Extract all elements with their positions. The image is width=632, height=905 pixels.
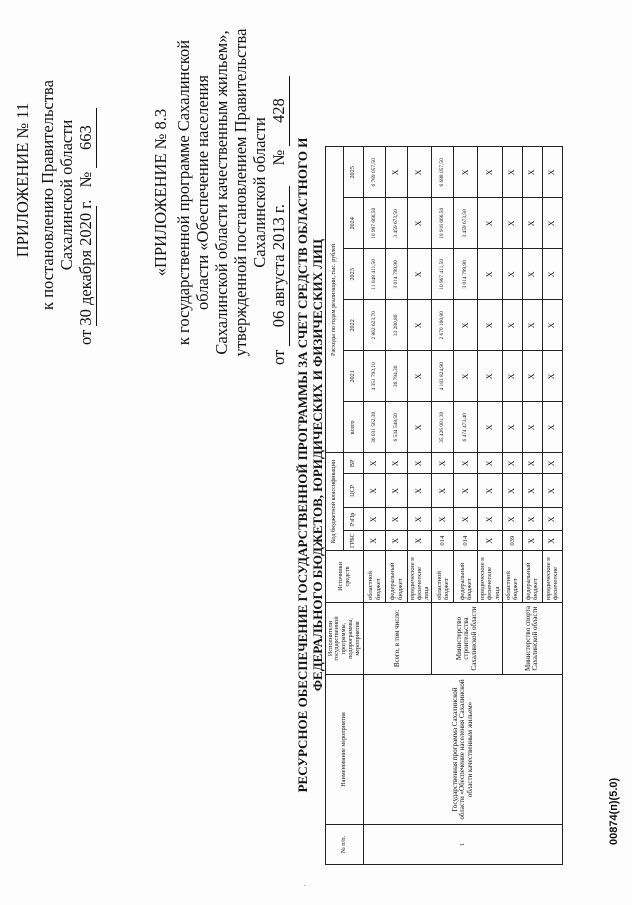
header-code-group: Код бюджетной классификации (326, 453, 344, 551)
source-cell: федеральный бюджет (386, 551, 408, 603)
header-source: Источники средств (326, 551, 364, 603)
grbs-cell: X (364, 531, 386, 551)
total-cell: X (542, 402, 562, 453)
executor-cell: Всего, в том числе: (364, 603, 432, 675)
year-value-cell: X (502, 300, 522, 351)
source-cell: юридические и физические лица (478, 551, 502, 603)
document-title-line-1: РЕСУРСНОЕ ОБЕСПЕЧЕНИЕ ГОСУДАРСТВЕННОЙ ПРОГРАММЫ ЗА СЧЕТ СРЕДСТВ ОБЛАСТНОГО И (295, 137, 310, 793)
total-cell: 36 031 562,30 (364, 402, 386, 453)
header-grbs: ГРБС (344, 531, 364, 551)
document-title (296, 85, 325, 845)
year-value-cell: X (408, 198, 432, 249)
executor-cell: Министерство спорта Сахалинской области (502, 603, 562, 675)
program-appendix-title: «ПРИЛОЖЕНИЕ № 8.3 (151, 108, 170, 277)
total-cell: X (522, 402, 542, 453)
table-row (364, 147, 386, 865)
csr-cell: X (522, 474, 542, 508)
grbs-cell: X (522, 531, 542, 551)
year-value-cell: 3 014 799,90 (386, 249, 408, 300)
year-value-cell: X (454, 300, 478, 351)
year-value-cell: 3 014 799,90 (454, 249, 478, 300)
year-value-cell: 10 916 666,50 (432, 198, 454, 249)
year-value-cell: 2 862 623,70 (364, 300, 386, 351)
year-value-cell: X (408, 147, 432, 198)
source-cell: федеральный бюджет (522, 551, 542, 603)
program-date: 06 августа 2013 г. (270, 186, 290, 346)
year-value-cell: X (542, 249, 562, 300)
year-value-cell: X (502, 249, 522, 300)
year-value-cell: X (478, 249, 502, 300)
grbs-cell: X (408, 531, 432, 551)
rzpr-cell: X (478, 508, 502, 531)
header-year: 2024 (344, 198, 364, 249)
grbs-cell: 014 (454, 531, 478, 551)
vr-cell: X (408, 453, 432, 474)
number-label: № (268, 149, 288, 166)
document-title-line-2: ФЕДЕРАЛЬНОГО БЮДЖЕТОВ, ЮРИДИЧЕСКИХ И ФИЗИЧЕСКИХ ЛИЦ (309, 238, 325, 692)
grbs-cell: X (386, 531, 408, 551)
table-body (364, 147, 563, 865)
appendix-title: ПРИЛОЖЕНИЕ № 11 (13, 102, 32, 258)
total-cell: X (502, 402, 522, 453)
header-costs-group: Расходы по годам реализации, тыс. рублей (326, 147, 344, 453)
year-value-cell: 36 794,30 (386, 351, 408, 402)
total-cell: X (408, 402, 432, 453)
year-value-cell: 6 769 057,50 (364, 147, 386, 198)
total-cell: 35 426 001,30 (432, 402, 454, 453)
year-value-cell: X (522, 300, 542, 351)
vr-cell: X (542, 453, 562, 474)
csr-cell: X (364, 474, 386, 508)
header-year: 2021 (344, 351, 364, 402)
year-value-cell: X (478, 198, 502, 249)
vr-cell: X (386, 453, 408, 474)
header-num: № п/п. (326, 825, 364, 865)
header-name: Наименование мероприятия (326, 675, 364, 825)
year-value-cell: 4 351 793,10 (364, 351, 386, 402)
year-value-cell: 6 688 057,50 (432, 147, 454, 198)
year-value-cell: X (502, 351, 522, 402)
header-vr: ВР (344, 453, 364, 474)
appendix-header (14, 45, 97, 345)
total-cell: 6 474 473,40 (454, 402, 478, 453)
header-year: 2025 (344, 147, 364, 198)
csr-cell: X (502, 474, 522, 508)
year-value-cell: X (542, 351, 562, 402)
year-value-cell: X (408, 249, 432, 300)
rzpr-cell: X (502, 508, 522, 531)
vr-cell: X (522, 453, 542, 474)
year-value-cell: X (408, 300, 432, 351)
grbs-cell: X (478, 531, 502, 551)
year-value-cell: 10 997 666,50 (364, 198, 386, 249)
appendix-line-2: Сахалинской области (56, 119, 76, 271)
header-year: 2022 (344, 300, 364, 351)
program-appendix-header (152, 20, 290, 365)
year-value-cell: X (478, 147, 502, 198)
year-value-cell: X (522, 198, 542, 249)
csr-cell: X (386, 474, 408, 508)
csr-cell: X (432, 474, 454, 508)
year-value-cell: 3 459 673,50 (386, 198, 408, 249)
source-cell: областной бюджет (502, 551, 522, 603)
from-label: от (268, 349, 288, 365)
year-value-cell: 2 670 100,80 (432, 300, 454, 351)
total-cell: 6 534 548,50 (386, 402, 408, 453)
year-value-cell: X (542, 300, 562, 351)
resource-table (325, 146, 563, 865)
source-cell: юридические и физические лица (408, 551, 432, 603)
rzpr-cell: X (522, 508, 542, 531)
document-code: 00874(п)(5.0) (608, 777, 620, 845)
source-cell: юридические и физические (542, 551, 562, 603)
rzpr-cell: X (408, 508, 432, 531)
row-number-cell: 1 (364, 825, 563, 865)
appendix-date-line (77, 45, 97, 345)
year-value-cell: X (386, 147, 408, 198)
year-value-cell: X (542, 147, 562, 198)
csr-cell: X (408, 474, 432, 508)
executor-cell: Министерство строительства Сахалинской области (432, 603, 502, 675)
year-value-cell: 3 459 673,50 (454, 198, 478, 249)
grbs-cell: 039 (502, 531, 522, 551)
year-value-cell: X (542, 198, 562, 249)
source-cell: областной бюджет (364, 551, 386, 603)
year-value-cell: X (454, 147, 478, 198)
program-appendix-date-line (270, 20, 290, 365)
year-value-cell: X (522, 147, 542, 198)
year-value-cell: X (454, 351, 478, 402)
year-value-cell: 33 280,80 (386, 300, 408, 351)
program-number: 428 (270, 76, 290, 146)
appendix-line-1: к постановлению Правительства (37, 80, 57, 310)
year-value-cell: 4 183 824,90 (432, 351, 454, 402)
grbs-cell: X (542, 531, 562, 551)
header-csr: ЦСР (344, 474, 364, 508)
total-cell: X (478, 402, 502, 453)
csr-cell: X (478, 474, 502, 508)
from-label: от (75, 329, 95, 345)
rzpr-cell: X (386, 508, 408, 531)
rzpr-cell: X (364, 508, 386, 531)
rzpr-cell: X (454, 508, 478, 531)
program-appendix-line-4: утвержденной постановлением Правительства (230, 28, 250, 357)
vr-cell: X (454, 453, 478, 474)
resolution-number: 663 (77, 108, 97, 168)
year-value-cell: X (502, 198, 522, 249)
rzpr-cell: X (542, 508, 562, 531)
year-value-cell: X (522, 351, 542, 402)
vr-cell: X (364, 453, 386, 474)
year-value-cell: X (408, 351, 432, 402)
year-value-cell: X (478, 300, 502, 351)
vr-cell: X (432, 453, 454, 474)
resolution-date: 30 декабря 2020 г. (75, 199, 95, 326)
grbs-cell: 014 (432, 531, 454, 551)
year-value-cell: 10 967 411,50 (432, 249, 454, 300)
year-value-cell: X (502, 147, 522, 198)
program-appendix-line-5: Сахалинской области (249, 117, 269, 268)
margin-mark: · (300, 884, 310, 887)
program-appendix-line-3: Сахалинской области качественным жильем», (211, 30, 231, 355)
header-total: всего (344, 402, 364, 453)
source-cell: федеральный бюджет (454, 551, 478, 603)
year-value-cell: X (522, 249, 542, 300)
source-cell: областной бюджет (432, 551, 454, 603)
number-label: № (75, 171, 95, 188)
header-year: 2023 (344, 249, 364, 300)
year-value-cell: 11 048 411,50 (364, 249, 386, 300)
program-appendix-line-2: области «Обеспечение населения (192, 75, 212, 310)
rzpr-cell: X (432, 508, 454, 531)
vr-cell: X (478, 453, 502, 474)
csr-cell: X (542, 474, 562, 508)
header-executor: Исполнители государственной программы, подпрограммы, мероприятия (326, 603, 364, 675)
vr-cell: X (502, 453, 522, 474)
program-appendix-line-1: к государственной программе Сахалинской (173, 39, 193, 346)
year-value-cell: X (478, 351, 502, 402)
header-rzpr: РзПр (344, 508, 364, 531)
csr-cell: X (454, 474, 478, 508)
program-name-cell: Государственная программа Сахалинской области «Обеспечение населения Сахалинской области качественным жильем» (364, 675, 563, 825)
